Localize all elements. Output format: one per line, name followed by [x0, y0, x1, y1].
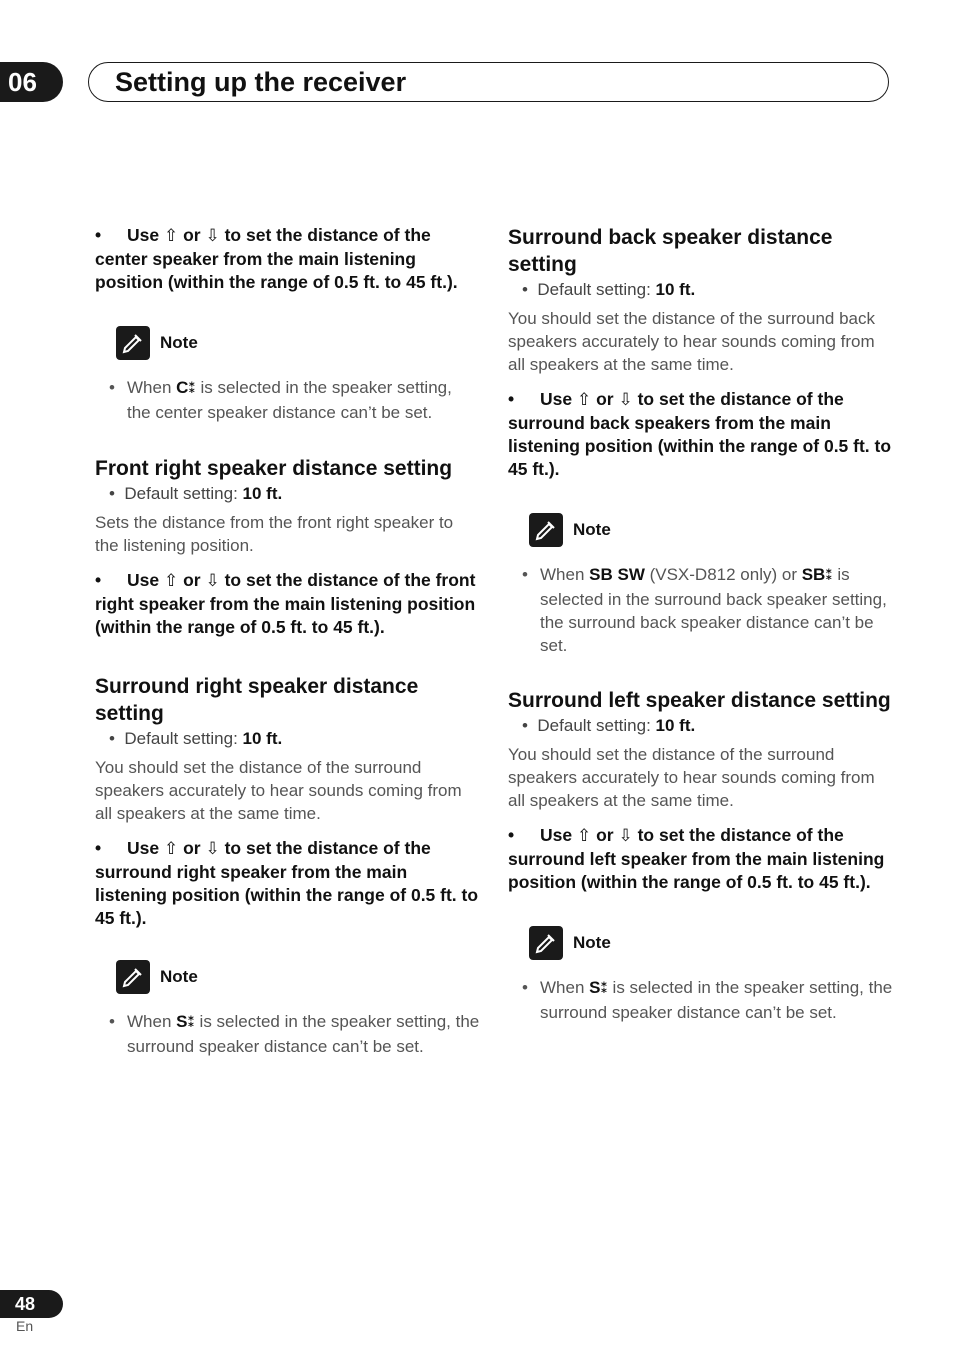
- page-title: Setting up the receiver: [115, 67, 407, 97]
- surround-right-default: [95, 727, 480, 750]
- chapter-number-tab: [0, 62, 63, 102]
- step-or: or: [183, 570, 201, 590]
- default-prefix: Default setting:: [124, 484, 243, 503]
- surround-back-note-item: [508, 563, 893, 657]
- step-or: or: [183, 225, 201, 245]
- note-bullet: •: [522, 978, 528, 997]
- surround-left-step: [508, 824, 893, 894]
- page-language: En: [16, 1318, 34, 1334]
- front-right-title: Front right speaker distance setting: [95, 457, 453, 480]
- surround-right-para: You should set the distance of the surround speakers accurately to hear sounds coming from all speakers at the same time.: [95, 758, 462, 823]
- left-column: [95, 224, 480, 1058]
- note-label: Note: [160, 967, 198, 986]
- note-text: is selected in the speaker setting, the surround speaker distance can’t be set.: [127, 1012, 480, 1056]
- pencil-icon: [529, 926, 563, 960]
- surround-left-note-item: [508, 976, 893, 1024]
- note-bullet: •: [109, 378, 115, 397]
- down-arrow-icon: ⇩: [618, 826, 633, 846]
- note-code: SB SW: [589, 565, 645, 584]
- surround-right-title: Surround right speaker distance setting: [95, 675, 419, 725]
- default-bullet: •: [109, 729, 115, 748]
- step-text: to set the distance of the surround right speaker from the main listening position (within the range of 0.5 ft. to 45 ft.).: [95, 838, 479, 928]
- step-bullet: •: [508, 389, 515, 409]
- note-label: Note: [573, 933, 611, 952]
- pencil-icon: [116, 326, 150, 360]
- note-heading: [116, 326, 480, 360]
- step-bullet: •: [95, 225, 102, 245]
- step-use: Use: [127, 838, 160, 858]
- default-bullet: •: [522, 716, 528, 735]
- up-arrow-icon: ⇧: [576, 826, 592, 846]
- default-value: 10 ft.: [242, 484, 283, 503]
- surround-back-step: [508, 388, 893, 481]
- note-text: is selected in the speaker setting, the center speaker distance can’t be set.: [127, 378, 452, 422]
- up-arrow-icon: ⇧: [163, 226, 179, 246]
- surround-left-para: You should set the distance of the surround speakers accurately to hear sounds coming from all speakers at the same time.: [508, 745, 875, 810]
- step-or: or: [596, 389, 614, 409]
- pencil-icon: [529, 513, 563, 547]
- speaker-off-icon: ⁑: [600, 981, 608, 997]
- default-prefix: Default setting:: [537, 280, 656, 299]
- default-bullet: •: [109, 484, 115, 503]
- note-label: Note: [160, 333, 198, 352]
- note-bullet: •: [522, 565, 528, 584]
- step-use: Use: [540, 825, 573, 845]
- speaker-off-icon: ⁑: [188, 381, 196, 397]
- note-heading: [529, 926, 893, 960]
- step-bullet: •: [508, 825, 515, 845]
- step-or: or: [596, 825, 614, 845]
- step-bullet: •: [95, 570, 102, 590]
- default-value: 10 ft.: [655, 716, 696, 735]
- up-arrow-icon: ⇧: [576, 390, 592, 410]
- down-arrow-icon: ⇩: [205, 226, 220, 246]
- surround-back-default: [508, 278, 893, 301]
- up-arrow-icon: ⇧: [163, 571, 179, 591]
- note-code: SB: [801, 565, 826, 584]
- surround-right-note-item: [95, 1010, 480, 1058]
- front-right-para: Sets the distance from the front right speaker to the listening position.: [95, 513, 454, 555]
- default-bullet: •: [522, 280, 528, 299]
- note-code: S: [589, 978, 601, 997]
- surround-back-title: Surround back speaker distance setting: [508, 226, 833, 276]
- note-bullet: •: [109, 1012, 115, 1031]
- right-column: [508, 224, 893, 1024]
- step-bullet: •: [95, 838, 102, 858]
- surround-left-title: Surround left speaker distance setting: [508, 689, 891, 712]
- front-right-step: [95, 569, 480, 639]
- up-arrow-icon: ⇧: [163, 839, 179, 859]
- note-mid: (VSX-D812 only) or: [644, 565, 802, 584]
- front-right-default: [95, 482, 480, 505]
- note-text: is selected in the speaker setting, the surround speaker distance can’t be set.: [540, 978, 893, 1022]
- note-heading: [116, 960, 480, 994]
- surround-back-para: You should set the distance of the surround back speakers accurately to hear sounds coming from all speakers at the same time.: [508, 309, 876, 374]
- note-code: C: [176, 378, 189, 397]
- speaker-off-icon: ⁑: [187, 1015, 195, 1031]
- step-text: to set the distance of the center speaker from the main listening position (within the range of 0.5 ft. to 45 ft.).: [95, 225, 458, 292]
- surround-left-default: [508, 714, 893, 737]
- note-when: When: [540, 978, 590, 997]
- default-value: 10 ft.: [242, 729, 283, 748]
- default-prefix: Default setting:: [537, 716, 656, 735]
- page-header: [88, 62, 889, 102]
- default-prefix: Default setting:: [124, 729, 243, 748]
- center-speaker-step: [95, 224, 480, 294]
- note-when: When: [127, 1012, 177, 1031]
- speaker-off-icon: ⁑: [825, 568, 833, 584]
- page-number: 48: [15, 1294, 36, 1314]
- note-code: S: [176, 1012, 188, 1031]
- pencil-icon: [116, 960, 150, 994]
- note-when: When: [540, 565, 590, 584]
- step-use: Use: [127, 570, 160, 590]
- down-arrow-icon: ⇩: [205, 571, 220, 591]
- chapter-number: 06: [8, 67, 37, 97]
- surround-right-step: [95, 837, 480, 930]
- down-arrow-icon: ⇩: [205, 839, 220, 859]
- step-use: Use: [127, 225, 160, 245]
- center-note-item: [95, 376, 480, 424]
- note-heading: [529, 513, 893, 547]
- step-text: to set the distance of the front right speaker from the main listening position (within the range of 0.5 ft. to 45 ft.).: [95, 570, 476, 637]
- note-when: When: [127, 378, 177, 397]
- step-use: Use: [540, 389, 573, 409]
- step-text: to set the distance of the surround back speakers from the main listening position (within the range of 0.5 ft. to 45 ft.).: [508, 389, 892, 479]
- note-text: is selected in the surround back speaker setting, the surround back speaker distance can’t be set.: [540, 565, 887, 655]
- step-text: to set the distance of the surround left speaker from the main listening position (within the range of 0.5 ft. to 45 ft.).: [508, 825, 885, 892]
- default-value: 10 ft.: [655, 280, 696, 299]
- step-or: or: [183, 838, 201, 858]
- note-label: Note: [573, 520, 611, 539]
- down-arrow-icon: ⇩: [618, 390, 633, 410]
- page-number-tab: [0, 1290, 63, 1318]
